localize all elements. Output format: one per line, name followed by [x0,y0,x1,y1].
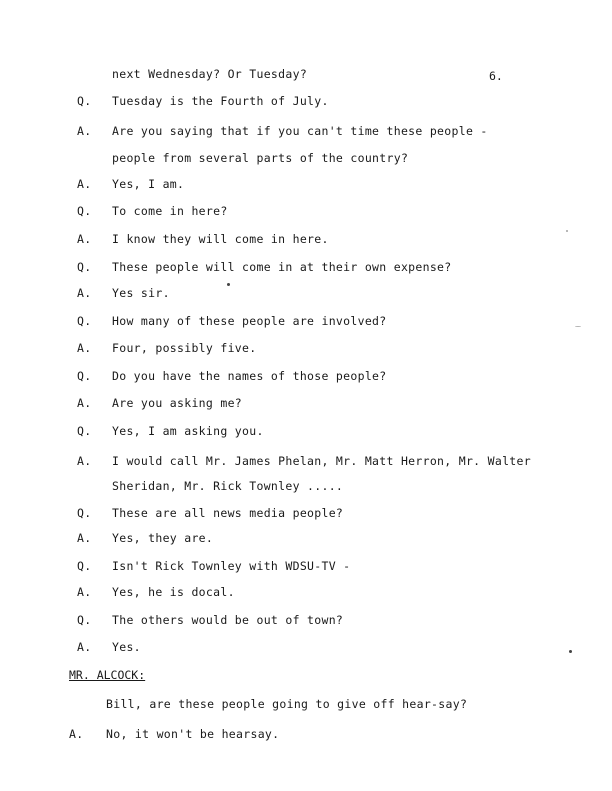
line-text: Yes, I am. [112,177,185,191]
line-text: Tuesday is the Fourth of July. [112,94,329,108]
speaker-label: A. [77,531,92,545]
line-text: I know they will come in here. [112,232,329,246]
line-text: These people will come in at their own expense? [112,260,452,274]
line-text: No, it won't be hearsay. [106,727,280,741]
speaker-label: Q. [77,314,92,328]
speaker-label: A. [77,232,92,246]
line-text: Sheridan, Mr. Rick Townley ..... [112,479,344,493]
speaker-label: A. [77,286,92,300]
speaker-label: Q. [77,559,92,573]
line-text: How many of these people are involved? [112,314,387,328]
speaker-label: Q. [77,613,92,627]
line-text: To come in here? [112,204,228,218]
speaker-label: Q. [77,204,92,218]
line-text: Are you saying that if you can't time these people - [112,124,488,138]
line-text: These are all news media people? [112,506,344,520]
speaker-label: A. [77,585,92,599]
line-text: Yes. [112,640,141,654]
speaker-label: A. [77,341,92,355]
speaker-label: Q. [77,369,92,383]
page-number: 6. [489,69,503,83]
speaker-label: A. [77,454,92,468]
line-text: next Wednesday? Or Tuesday? [112,67,308,81]
speaker-label: A. [77,396,92,410]
speaker-heading: MR. ALCOCK: [69,668,146,682]
speaker-label: Q. [77,260,92,274]
speaker-label: Q. [77,94,92,108]
line-text: Do you have the names of those people? [112,369,387,383]
scan-speck [566,230,568,232]
line-text: Yes, I am asking you. [112,424,264,438]
scan-speck [575,326,581,327]
speaker-label: A. [77,124,92,138]
line-text: Bill, are these people going to give off hear-say? [106,697,468,711]
speaker-label: Q. [77,506,92,520]
line-text: Four, possibly five. [112,341,257,355]
line-text: Isn't Rick Townley with WDSU-TV - [112,559,351,573]
speaker-label: A. [77,177,92,191]
line-text: Yes sir. [112,286,170,300]
speaker-label: A. [77,640,92,654]
line-text: I would call Mr. James Phelan, Mr. Matt Herron, Mr. Walter [112,454,531,468]
line-text: Yes, he is docal. [112,585,235,599]
speaker-label: A. [69,727,84,741]
line-text: Yes, they are. [112,531,214,545]
line-text: The others would be out of town? [112,613,344,627]
line-text: Are you asking me? [112,396,243,410]
scan-speck [569,650,572,653]
line-text: people from several parts of the country? [112,151,409,165]
scan-speck [227,283,230,286]
speaker-label: Q. [77,424,92,438]
